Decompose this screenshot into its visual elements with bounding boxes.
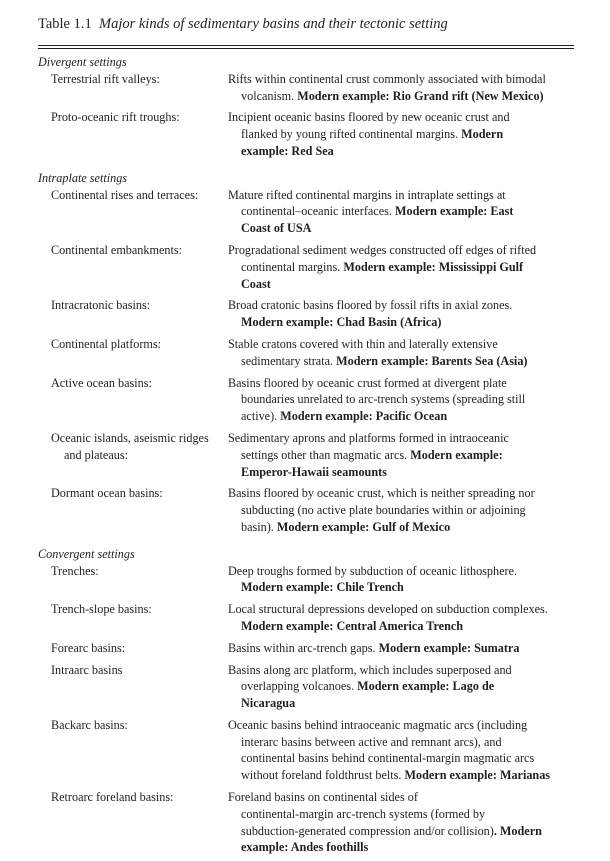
description-line [228,109,574,126]
table-row [38,109,574,159]
basin-type-label [38,430,228,480]
description-line [228,408,574,425]
section-heading: Divergent settings [38,55,127,69]
basin-type-label [38,640,228,657]
modern-example-text: Modern example: Chile Trench [241,580,404,595]
basin-description [228,789,574,856]
description-line [228,618,574,635]
description-text: Deep troughs formed by subduction of oceanic lithosphere. [228,563,518,578]
basin-type-label [38,563,228,597]
description-line [228,447,574,464]
section-heading: Convergent settings [38,546,135,561]
basin-description [228,485,574,535]
modern-example-text: Coast [241,276,271,291]
description-text: sedimentary strata. [241,353,337,368]
label-line: Intraarc basins [51,662,123,677]
description-line [228,242,574,259]
description-text: interarc basins between active and remnant arcs), and [241,734,502,749]
caption-rule-bottom [38,48,574,49]
table-row [38,430,574,480]
description-text: Oceanic basins behind intraoceanic magmatic arcs (including [228,717,528,732]
label-line: Dormant ocean basins: [51,486,163,501]
description-line [228,601,574,618]
description-line [228,143,574,160]
table-row [38,187,574,237]
label-line: Intracratonic basins: [51,298,151,313]
description-line [228,430,574,447]
basin-type-label [38,662,228,712]
description-line [228,839,574,856]
description-text: settings other than magmatic arcs. [241,447,411,462]
table-row [38,662,574,712]
description-text: Rifts within continental crust commonly associated with bimodal [228,71,546,86]
modern-example-text: . Modern [493,823,542,838]
description-line [228,519,574,536]
modern-example-text: Modern example: Lago de [357,679,495,694]
table-row [38,375,574,425]
basin-description [228,336,574,370]
basin-description [228,242,574,292]
description-text: basin). [241,519,277,534]
table-title: Major kinds of sedimentary basins and their tectonic setting [99,16,448,32]
caption-rule-top [38,45,574,46]
document-page [38,14,574,861]
modern-example-text: Modern [461,127,504,142]
description-line [228,563,574,580]
description-line [228,391,574,408]
basin-description [228,375,574,425]
basin-description [228,717,574,784]
table-number: Table 1.1 [38,16,92,32]
basin-description [228,640,574,657]
label-line: Continental embankments: [51,242,182,257]
description-line [228,353,574,370]
basin-description [228,601,574,635]
description-text: boundaries unrelated to arc-trench systems (spreading still [241,392,526,407]
label-line: Forearc basins: [51,640,126,655]
modern-example-text: Modern example: Marianas [404,768,551,783]
modern-example-text: Modern example: [410,447,503,462]
description-line [228,734,574,751]
basin-type-label [38,297,228,331]
description-line [228,750,574,767]
basin-table [38,54,574,856]
description-text: volcanism. [241,88,298,103]
basin-type-label [38,109,228,159]
description-text: active). [241,409,281,424]
modern-example-text: Modern example: Gulf of Mexico [276,519,451,534]
basin-description [228,109,574,159]
label-line: Backarc basins: [51,717,128,732]
description-text: Progradational sediment wedges constructed off edges of rifted [228,242,537,257]
description-text: subducting (no active plate boundaries within or adjoining [241,503,526,518]
description-line [228,203,574,220]
description-text: continental–oceanic interfaces. [241,204,395,219]
label-line: Continental rises and terraces: [51,187,199,202]
table-caption [38,14,574,34]
modern-example-text: Modern example: Rio Grand rift (New Mexico) [297,88,544,103]
basin-type-label [38,789,228,856]
basin-type-label [38,485,228,535]
modern-example-text: Modern example: Barents Sea (Asia) [336,353,528,368]
description-text: Basins within arc-trench gaps. [228,640,379,655]
description-line [228,695,574,712]
table-row [38,336,574,370]
table-row [38,242,574,292]
description-text: Broad cratonic basins floored by fossil rifts in axial zones. [228,298,513,313]
label-line: Proto-oceanic rift troughs: [51,110,180,125]
description-line [228,678,574,695]
table-row [38,485,574,535]
table-row [38,789,574,856]
modern-example-text: Modern example: East [394,204,514,219]
description-line [228,187,574,204]
description-text: flanked by young rifted continental margins. [241,127,462,142]
basin-type-label [38,71,228,105]
description-line [228,297,574,314]
description-line [228,662,574,679]
description-text: without foreland foldthrust belts. [241,768,405,783]
description-text: subduction-generated compression and/or collision) [241,823,494,838]
basin-description [228,563,574,597]
description-text: Mature rifted continental margins in intraplate settings at [228,187,506,202]
description-text: Local structural depressions developed on subduction complexes. [228,602,548,617]
description-line [228,276,574,293]
basin-description [228,297,574,331]
description-line [228,823,574,840]
label-line: Terrestrial rift valleys: [51,71,160,86]
basin-type-label [38,601,228,635]
label-line: Oceanic islands, aseismic ridges [51,430,209,445]
table-row [38,640,574,657]
modern-example-text: Nicaragua [241,696,296,711]
description-line [228,640,574,657]
basin-description [228,662,574,712]
description-line [228,126,574,143]
label-line: Active ocean basins: [51,375,152,390]
description-text: continental-margin arc-trench systems (formed by [241,806,486,821]
description-line [228,485,574,502]
table-row [38,601,574,635]
description-line [228,717,574,734]
table-row [38,717,574,784]
description-text: Stable cratons covered with thin and laterally extensive [228,336,498,351]
description-line [228,375,574,392]
basin-type-label [38,717,228,784]
description-text: Basins floored by oceanic crust, which is neither spreading nor [228,486,535,501]
description-text: continental margins. [241,259,344,274]
table-row [38,563,574,597]
description-text: Foreland basins on continental sides of [228,790,418,805]
section-heading: Intraplate settings [38,170,128,185]
description-text: Basins floored by oceanic crust formed at divergent plate [228,375,507,390]
modern-example-text: Modern example: Mississippi Gulf [343,259,524,274]
modern-example-text: example: Andes foothills [241,840,369,855]
description-line [228,71,574,88]
modern-example-text: example: Red Sea [241,143,334,158]
label-line: Trench-slope basins: [51,602,152,617]
modern-example-text: Modern example: Sumatra [378,640,520,655]
basin-type-label [38,187,228,237]
description-line [228,336,574,353]
description-line [228,806,574,823]
basin-type-label [38,242,228,292]
label-line: Continental platforms: [51,336,162,351]
basin-description [228,71,574,105]
modern-example-text: Coast of USA [241,221,312,236]
description-line [228,789,574,806]
description-line [228,767,574,784]
table-row [38,297,574,331]
description-text: Incipient oceanic basins floored by new oceanic crust and [228,110,510,125]
description-line [228,464,574,481]
description-text: Basins along arc platform, which includes superposed and [228,662,512,677]
description-line [228,314,574,331]
label-line: Retroarc foreland basins: [51,790,174,805]
description-text: overlapping volcanoes. [241,679,358,694]
description-line [228,502,574,519]
description-line [228,579,574,596]
basin-type-label [38,336,228,370]
description-line [228,259,574,276]
description-text: Sedimentary aprons and platforms formed in intraoceanic [228,430,509,445]
modern-example-text: Modern example: Chad Basin (Africa) [241,315,442,330]
basin-description [228,187,574,237]
modern-example-text: Modern example: Pacific Ocean [280,409,448,424]
description-line [228,88,574,105]
label-line: Trenches: [51,563,99,578]
table-row [38,71,574,105]
description-text: continental basins behind continental-margin magmatic arcs [241,751,535,766]
description-line [228,220,574,237]
modern-example-text: Emperor-Hawaii seamounts [241,464,387,479]
basin-description [228,430,574,480]
basin-type-label [38,375,228,425]
modern-example-text: Modern example: Central America Trench [241,618,464,633]
label-line: and plateaus: [64,447,128,462]
